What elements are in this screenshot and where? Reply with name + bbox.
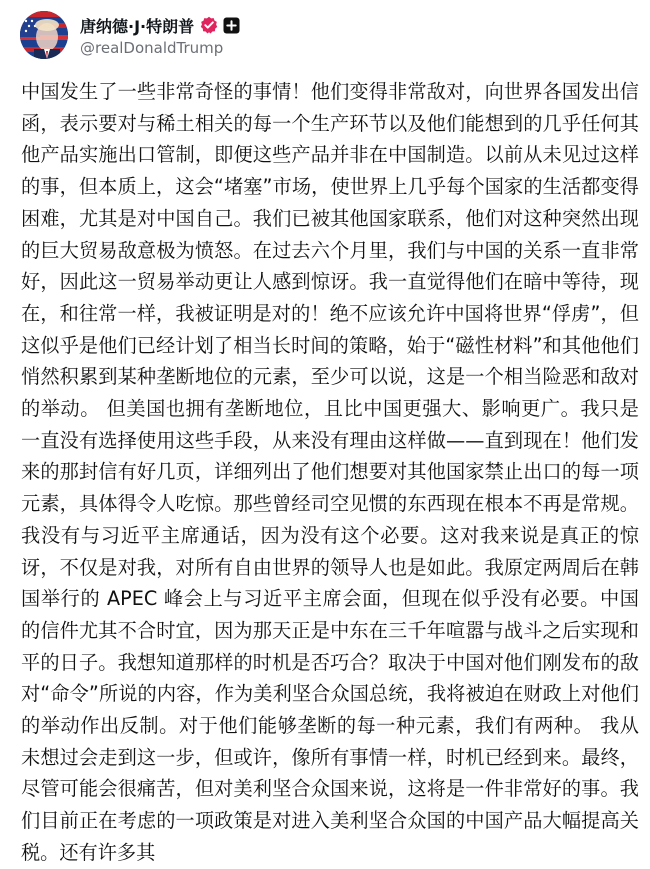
author-display-name[interactable]: 唐纳德·J·特朗普 [80, 16, 195, 36]
author-handle[interactable]: @realDonaldTrump [80, 39, 224, 57]
verified-badge-icon [200, 16, 218, 34]
post-header [20, 8, 630, 64]
avatar-image [20, 11, 68, 59]
post-text: 中国发生了一些非常奇怪的事情！他们变得非常敌对，向世界各国发出信函，表示要对与稀土相关的每一个生产环节以及他们能想到的几乎任何其他产品实施出口管制，即便这些产品并非在中国制造。以前从未见过这样的事，但本质上，这会“堵塞”市场，使世界上几乎每个国家的生活都变得困难，尤其是对中国自己。我们已被其他国家联系，他们对这种突然出现的巨大贸易敌意极为愤怒。在过去六个月里，我们与中国的关系一直非常好，因此这一贸易举动更让人感到惊讶。我一直觉得他们在暗中等待，现在，和往常一样，我被证明是对的！绝不应该允许中国将世界“俘虏”，但这似乎是他们已经计划了相当长时间的策略，始于“磁性材料”和其他他们悄然积累到某种垄断地位的元素，至少可以说，这是一个相当险恶和敌对的举动。 但美国也拥有垄断地位，且比中国更强大、影响更广。我只是一直没有选择使用这些手段，从来没有理由这样做——直到现在！他们发来的那封信有好几页，详细列出了他们想要对其他国家禁止出口的每一项元素，具体得令人吃惊。那些曾经司空见惯的东西现在根本不再是常规。我没有与习近平主席通话，因为没有这个必要。这对我来说是真正的惊讶，不仅是对我，对所有自由世界的领导人也是如此。我原定两周后在韩国举行的 APEC 峰会上与习近平主席会面，但现在似乎没有必要。中国的信件尤其不合时宜，因为那天正是中东在三千年喧嚣与战斗之后实现和平的日子。我想知道那样的时机是否巧合？取决于中国对他们刚发布的敌对“命令”所说的内容，作为美利坚合众国总统，我将被迫在财政上对他们的举动作出反制。对于他们能够垄断的每一种元素，我们有两种。 我从未想过会走到这一步，但或许，像所有事情一样，时机已经到来。最终，尽管可能会很痛苦，但对美利坚合众国来说，这将是一件非常好的事。我们目前正在考虑的一项政策是对进入美利坚合众国的中国产品大幅提高关税。还有许多其 [21, 80, 639, 864]
avatar[interactable] [20, 11, 68, 59]
author-name-row [80, 12, 240, 38]
plus-square-icon[interactable] [223, 17, 240, 34]
